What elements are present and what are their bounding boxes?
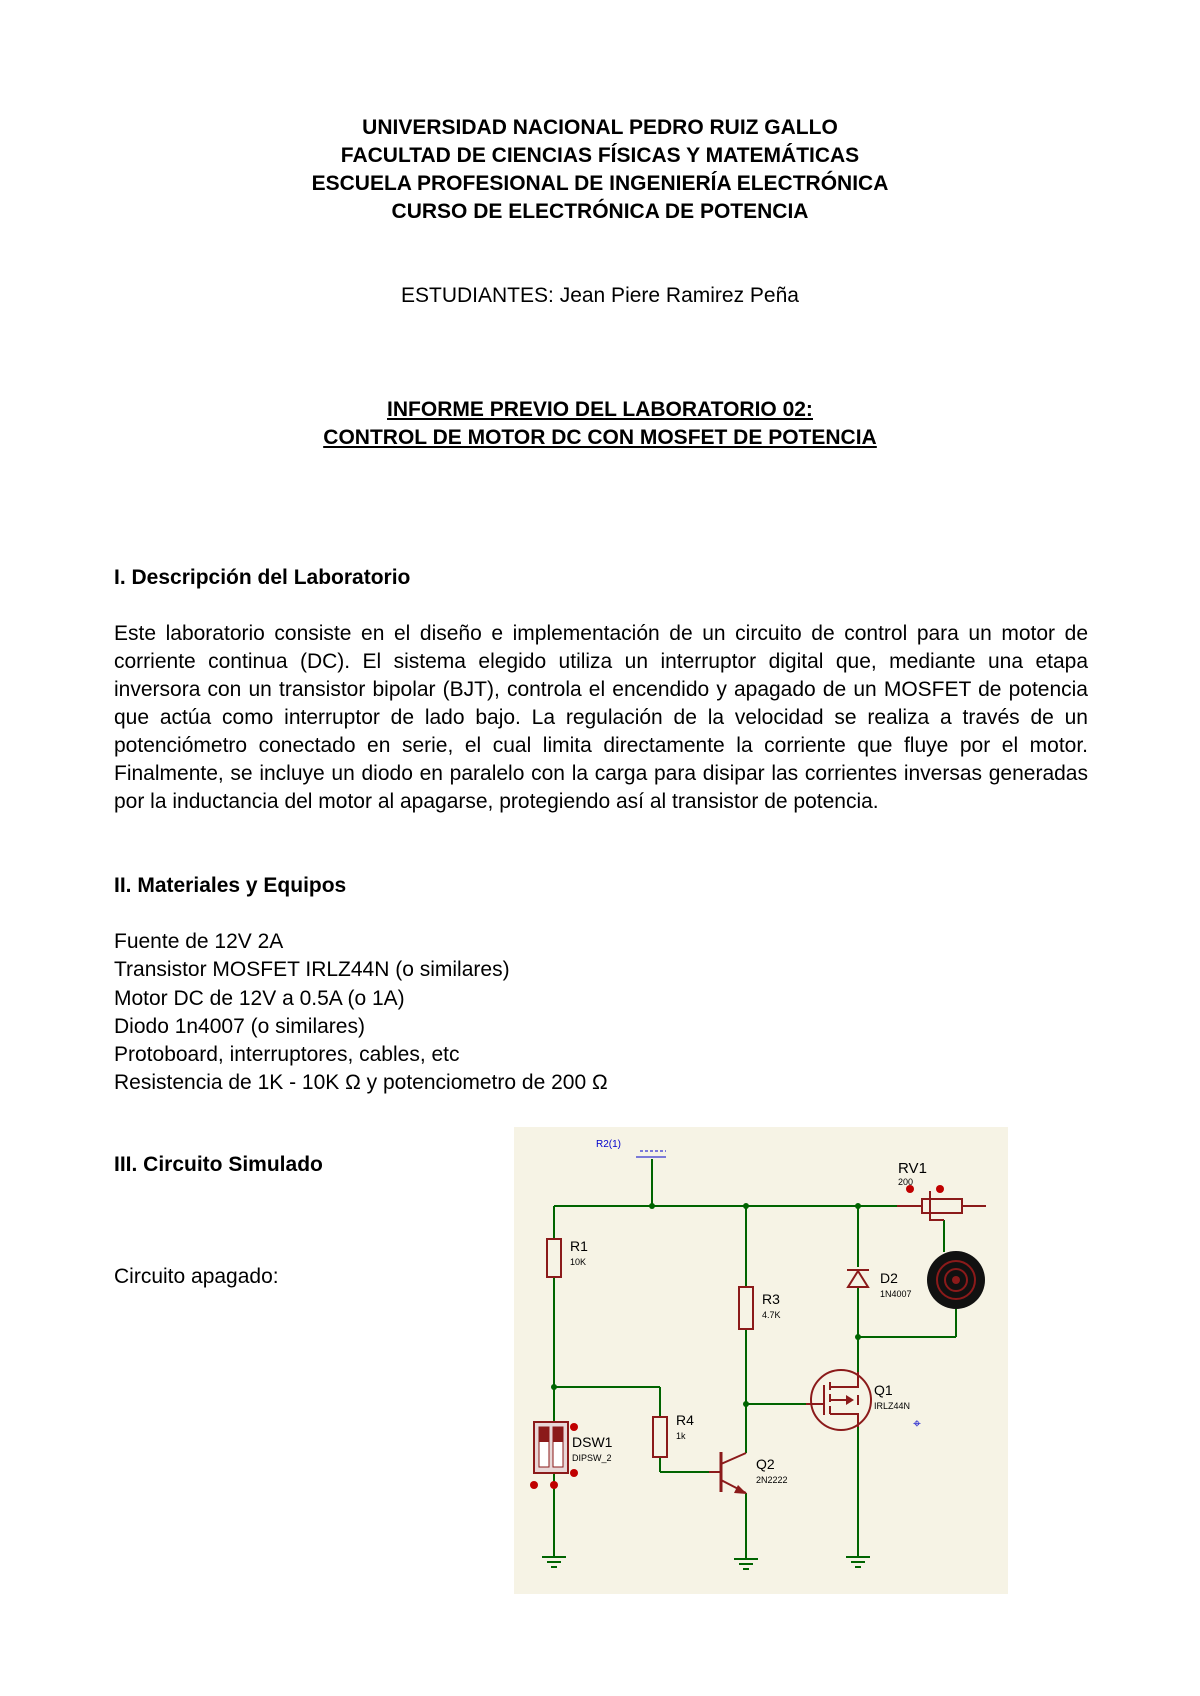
students-line: ESTUDIANTES: Jean Piere Ramirez Peña xyxy=(401,284,799,307)
rv1-value: 200 xyxy=(898,1177,914,1187)
school-name: ESCUELA PROFESIONAL DE INGENIERÍA ELECTRÓNICA xyxy=(311,172,889,195)
list-item: Motor DC de 12V a 0.5A (o 1A) xyxy=(114,986,405,1010)
r4-value: 1k xyxy=(676,1431,686,1441)
r3-ref: R3 xyxy=(762,1291,780,1307)
mosfet-q1 xyxy=(806,1370,871,1430)
report-title-line2: CONTROL DE MOTOR DC CON MOSFET DE POTENCIA xyxy=(323,426,877,449)
d2-ref: D2 xyxy=(880,1270,898,1286)
q1-ref: Q1 xyxy=(874,1382,893,1398)
schematic-drawing xyxy=(514,1127,1008,1594)
dsw1-value: DIPSW_2 xyxy=(572,1453,612,1463)
wires xyxy=(554,1159,956,1559)
report-title xyxy=(0,396,1200,452)
potentiometer-rv1 xyxy=(897,1185,986,1220)
motor-icon xyxy=(927,1251,985,1309)
q2-value: 2N2222 xyxy=(756,1475,788,1485)
supply-probe-icon xyxy=(636,1151,666,1157)
junction-dots xyxy=(551,1203,861,1407)
document-header xyxy=(0,114,1200,226)
circuit-schematic xyxy=(514,1127,1008,1594)
section-heading-description: I. Descripción del Laboratorio xyxy=(114,566,411,589)
description-paragraph: Este laboratorio consiste en el diseño e implementación de un circuito de control para un motor de corriente continua (DC). El sistema elegido utiliza un interruptor digital que, mediante una etapa inversora con un transistor bipolar (BJT), controla el encendido y apagado de un MOSFET de potencia que actúa como interruptor de lado bajo. La regulación de la velocidad se realiza a través de un potenciómetro conectado en serie, el cual limita directamente la corriente que fluye por el motor. Finalmente, se incluye un diodo en paralelo con la carga para disipar las corrientes inversas generadas por la inductancia del motor al apagarse, protegiendo así al transistor de potencia. xyxy=(114,622,1088,813)
r1-value: 10K xyxy=(570,1257,587,1267)
materials-list xyxy=(114,928,608,1098)
r1-ref: R1 xyxy=(570,1238,588,1254)
university-name: UNIVERSIDAD NACIONAL PEDRO RUIZ GALLO xyxy=(362,116,838,139)
section-heading-circuit: III. Circuito Simulado xyxy=(114,1153,323,1176)
supply-label: R2(1) xyxy=(596,1139,622,1150)
list-item: Diodo 1n4007 (o similares) xyxy=(114,1014,365,1038)
list-item: Fuente de 12V 2A xyxy=(114,930,284,953)
list-item: Transistor MOSFET IRLZ44N (o similares) xyxy=(114,958,510,982)
d2-value: 1N4007 xyxy=(880,1289,912,1299)
course-name: CURSO DE ELECTRÓNICA DE POTENCIA xyxy=(391,200,809,223)
resistor-r1 xyxy=(547,1239,561,1277)
bjt-q2 xyxy=(709,1452,747,1494)
r4-ref: R4 xyxy=(676,1412,694,1428)
r3-value: 4.7K xyxy=(762,1310,781,1320)
cursor-crosshair-icon: ⌖ xyxy=(913,1415,921,1431)
report-title-line1: INFORME PREVIO DEL LABORATORIO 02: xyxy=(387,398,813,421)
list-item: Protoboard, interruptores, cables, etc xyxy=(114,1043,460,1067)
circuit-caption: Circuito apagado: xyxy=(114,1265,279,1288)
list-item: Resistencia de 1K - 10K Ω y potenciometro de 200 Ω xyxy=(114,1071,608,1095)
faculty-name: FACULTAD DE CIENCIAS FÍSICAS Y MATEMÁTICAS xyxy=(340,144,860,167)
rv1-ref: RV1 xyxy=(898,1160,927,1177)
section-heading-materials: II. Materiales y Equipos xyxy=(114,874,347,897)
q2-ref: Q2 xyxy=(756,1456,775,1472)
q1-value: IRLZ44N xyxy=(874,1401,911,1411)
dsw1-ref: DSW1 xyxy=(572,1434,613,1450)
diode-d2 xyxy=(847,1270,869,1287)
resistor-r4 xyxy=(653,1417,667,1457)
ground-icons xyxy=(542,1557,870,1569)
resistor-r3 xyxy=(739,1287,753,1329)
